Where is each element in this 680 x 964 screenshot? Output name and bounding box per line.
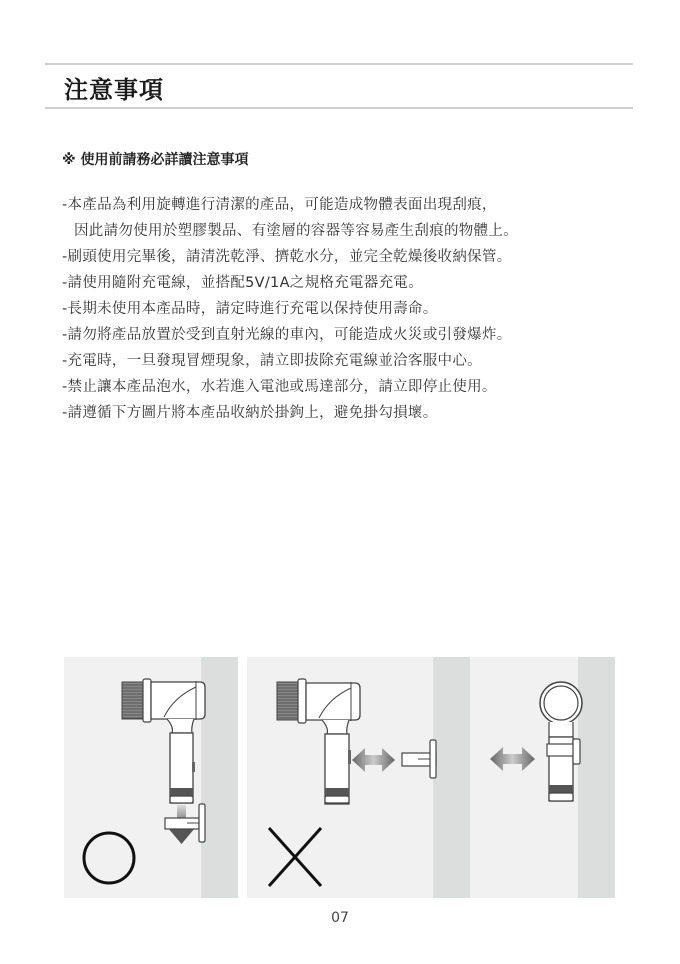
x-wrong-icon xyxy=(269,828,321,886)
notice-item: -充電時，一旦發現冒煙現象，請立即拔除充電線並洽客服中心。 xyxy=(62,353,482,369)
notice-item: -請遵循下方圖片將本產品收納於掛鉤上，避免掛勾損壞。 xyxy=(62,405,438,421)
figure-correct-storage xyxy=(64,657,238,898)
page-number: 07 xyxy=(331,910,349,926)
header-bottom-rule xyxy=(45,107,633,109)
figure-wrong-storage xyxy=(247,657,615,898)
page-title: 注意事項 xyxy=(64,76,164,104)
notice-item: -禁止讓本產品泡水，水若進入電池或馬達部分，請立即停止使用。 xyxy=(62,379,497,395)
notice-item: -本產品為利用旋轉進行清潔的產品，可能造成物體表面出現刮痕， xyxy=(62,197,497,213)
notice-item-continued: 因此請勿使用於塑膠製品、有塗層的容器等容易產生刮痕的物體上。 xyxy=(74,223,518,239)
notice-item: -請使用隨附充電線，並搭配5V/1A之規格充電器充電。 xyxy=(62,275,424,291)
header-top-rule xyxy=(45,63,633,65)
device-side-wrong-illustration xyxy=(247,657,477,898)
notice-item: -請勿將產品放置於受到直射光線的車內，可能造成火災或引發爆炸。 xyxy=(62,327,512,343)
notice-heading: ※ 使用前請務必詳讀注意事項 xyxy=(62,152,249,168)
notice-list xyxy=(62,192,518,426)
device-front-wrong-illustration xyxy=(477,657,615,898)
circle-correct-icon xyxy=(64,657,238,898)
notice-item: -長期未使用本產品時，請定時進行充電以保持使用壽命。 xyxy=(62,301,438,317)
notice-item: -刷頭使用完畢後，請清洗乾淨、擠乾水分，並完全乾燥後收納保管。 xyxy=(62,249,512,265)
